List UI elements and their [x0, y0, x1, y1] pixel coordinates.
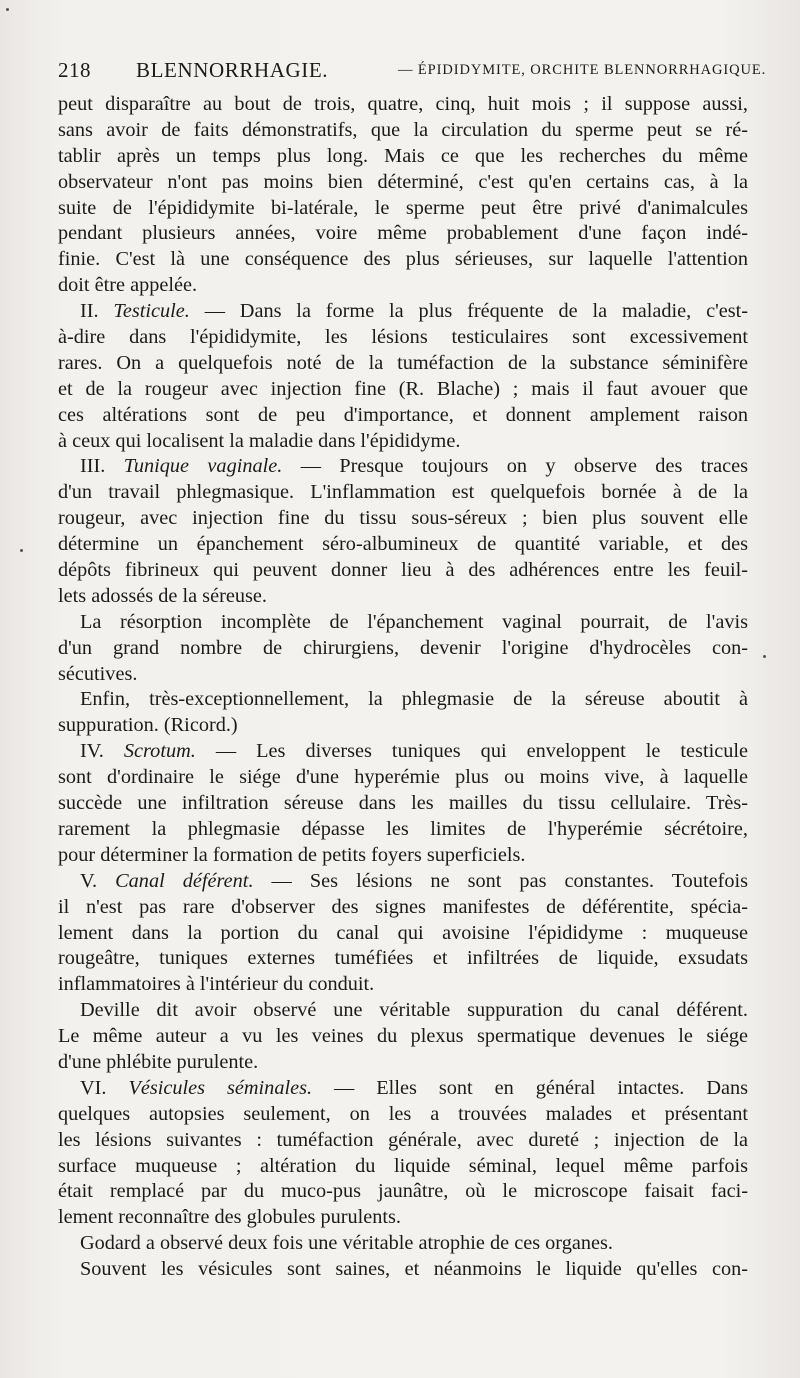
section-heading: Tunique vaginale. — [123, 455, 283, 478]
section-text: — Ses lésions ne sont pas constantes. Toutefois — [253, 869, 748, 892]
text-line: observateur n'ont pas moins bien déterminé, c'est qu'en certains cas, à la — [58, 170, 748, 193]
print-speck — [6, 8, 9, 11]
text-line: d'un grand nombre de chirurgiens, devenir l'origine d'hydrocèles con- — [58, 636, 748, 659]
text-line: pour déterminer la formation de petits foyers superficiels. — [58, 843, 526, 866]
text-line: Souvent les vésicules sont saines, et néanmoins le liquide qu'elles con- — [80, 1258, 748, 1281]
section-number: IV. — [80, 740, 124, 763]
text-line: rougeâtre, tuniques externes tuméfiées et infiltrées de liquide, exsudats — [58, 947, 748, 970]
text-line: sont d'ordinaire le siége d'une hyperémie plus ou moins vive, à laquelle — [58, 766, 748, 789]
text-line: et de la rougeur avec injection fine (R. Blache) ; mais il faut avouer que — [58, 377, 748, 400]
text-line: La résorption incomplète de l'épanchement vaginal pourrait, de l'avis — [80, 610, 748, 633]
text-line: rarement la phlegmasie dépasse les limites de l'hyperémie sécrétoire, — [58, 817, 748, 840]
text-line: succède une infiltration séreuse dans les mailles du tissu cellulaire. Très- — [58, 792, 748, 815]
running-title: BLENNORRHAGIE. — [136, 58, 329, 82]
section-text: — Elles sont en général intactes. Dans — [312, 1076, 748, 1099]
print-speck — [20, 549, 23, 552]
section-text: — Presque toujours on y observe des traces — [282, 455, 748, 478]
text-line: quelques autopsies seulement, on les a trouvées malades et présentant — [58, 1102, 748, 1125]
section-number: V. — [80, 869, 116, 892]
text-line: sans avoir de faits démonstratifs, que la circulation du sperme peut se ré- — [58, 118, 748, 141]
print-speck — [763, 655, 766, 658]
text-line: suite de l'épididymite bi-latérale, le sperme peut être privé d'animalcules — [58, 196, 748, 219]
text-line — [58, 739, 748, 765]
section-text: — Les diverses tuniques qui enveloppent le testicule — [195, 740, 748, 763]
text-line: était remplacé par du muco-pus jaunâtre, où le microscope faisait faci- — [58, 1180, 748, 1203]
text-line: rougeur, avec injection fine du tissu sous-séreux ; bien plus souvent elle — [58, 507, 748, 530]
section-number: II. — [80, 300, 114, 323]
text-line: finie. C'est là une conséquence des plus sérieuses, sur laquelle l'attention — [58, 248, 748, 271]
section-number: III. — [80, 455, 124, 478]
text-line: Le même auteur a vu les veines du plexus spermatique devenues le siége — [58, 1025, 748, 1048]
text-line — [58, 869, 748, 895]
text-line: sécutives. — [58, 662, 138, 685]
text-line: tablir après un temps plus long. Mais ce que les recherches du même — [58, 144, 748, 167]
text-line: inflammatoires à l'intérieur du conduit. — [58, 973, 375, 996]
text-line — [58, 299, 748, 325]
section-number: VI. — [80, 1076, 129, 1099]
text-line: pendant plusieurs années, voire même probablement d'une façon indé- — [58, 222, 748, 245]
text-line: à ceux qui localisent la maladie dans l'épididyme. — [58, 429, 461, 452]
section-heading: Testicule. — [113, 300, 190, 323]
section-text: — Dans la forme la plus fréquente de la maladie, c'est- — [189, 300, 748, 323]
text-line: dépôts fibrineux qui peuvent donner lieu à des adhérences entre les feuil- — [58, 559, 748, 582]
text-line: Enfin, très-exceptionnellement, la phlegmasie de la séreuse aboutit à — [80, 688, 748, 711]
text-line: il n'est pas rare d'observer des signes manifestes de déférentite, spécia- — [58, 895, 748, 918]
page-number: 218 — [58, 58, 91, 82]
running-header — [58, 58, 767, 88]
text-line: détermine un épanchement séro-albumineux de quantité variable, et des — [58, 533, 748, 556]
text-line: d'une phlébite purulente. — [58, 1050, 259, 1073]
text-line: Godard a observé deux fois une véritable atrophie de ces organes. — [80, 1232, 613, 1255]
text-line: doit être appelée. — [58, 274, 198, 297]
text-line: lement dans la portion du canal qui avoisine l'épididyme : muqueuse — [58, 921, 748, 944]
text-line: les lésions suivantes : tuméfaction générale, avec dureté ; injection de la — [58, 1128, 748, 1151]
text-line: à-dire dans l'épididymite, les lésions testiculaires sont excessivement — [58, 326, 748, 349]
text-line: Deville dit avoir observé une véritable suppuration du canal déférent. — [80, 999, 748, 1022]
text-line: surface muqueuse ; altération du liquide séminal, lequel même parfois — [58, 1154, 748, 1177]
text-line: d'un travail phlegmasique. L'inflammation est quelquefois bornée à de la — [58, 481, 748, 504]
section-heading: Vésicules séminales. — [128, 1076, 313, 1099]
text-line: peut disparaître au bout de trois, quatre, cinq, huit mois ; il suppose aussi, — [58, 93, 748, 115]
running-subtitle: — ÉPIDIDYMITE, ORCHITE BLENNORRHAGIQUE. — [398, 62, 767, 78]
text-line: ces altérations sont de peu d'importance, et donnent amplement raison — [58, 403, 748, 426]
section-heading: Canal déférent. — [115, 869, 254, 892]
text-line: lement reconnaître des globules purulents. — [58, 1206, 401, 1229]
page-body — [58, 92, 748, 1283]
text-line: rares. On a quelquefois noté de la tuméfaction de la substance séminifère — [58, 351, 748, 374]
text-line — [58, 454, 748, 480]
section-heading: Scrotum. — [123, 740, 196, 763]
text-line: suppuration. (Ricord.) — [58, 714, 238, 737]
text-line: lets adossés de la séreuse. — [58, 584, 267, 607]
text-line — [58, 1076, 748, 1102]
